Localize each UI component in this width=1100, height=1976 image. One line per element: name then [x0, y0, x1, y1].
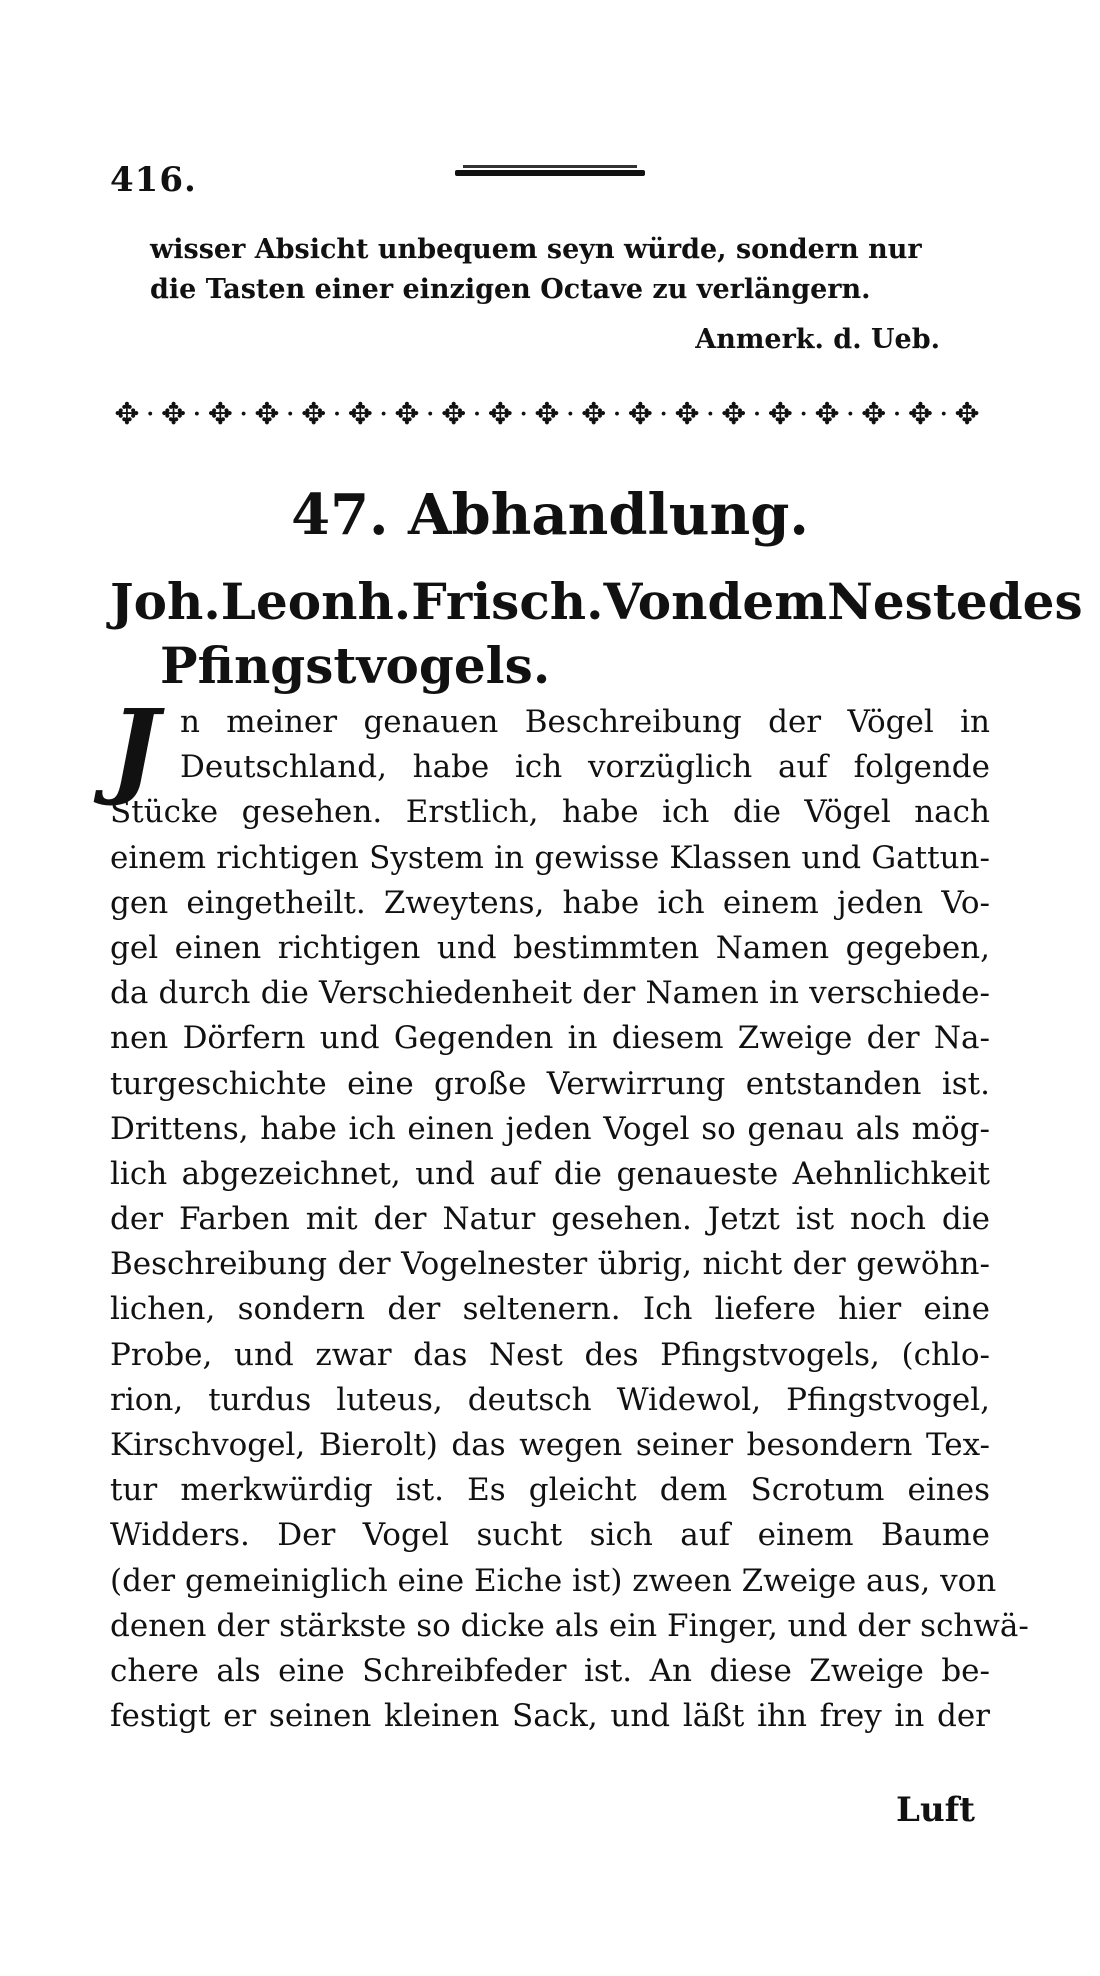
- text-line: der Farben mit der Natur gesehen. Jetzt ist noch die: [110, 1201, 990, 1238]
- title-word: Neste: [827, 572, 988, 631]
- text-line: n meiner genauen Beschreibung der Vögel in: [180, 704, 990, 740]
- text-line: Probe, und zwar das Nest des Pfingstvogels, (chlo-: [110, 1336, 990, 1373]
- text-line: lich abgezeichnet, und auf die genaueste Aehnlichkeit: [110, 1155, 990, 1192]
- text-line: gel einen richtigen und bestimmten Namen gegeben,: [110, 929, 990, 966]
- text-line: turgeschichte eine große Verwirrung entstanden ist.: [110, 1065, 990, 1102]
- text-line: einem richtigen System in gewisse Klassen und Gattun-: [110, 839, 990, 876]
- footnote: [150, 230, 1000, 360]
- title-word: Von: [603, 572, 708, 631]
- footnote-line: die Tasten einer einzigen Octave zu verlängern.: [150, 274, 871, 305]
- text-line: Kirschvogel, Bierolt) das wegen seiner besondern Tex-: [110, 1427, 990, 1463]
- title-line-1: [110, 570, 1083, 634]
- text-line: nen Dörfern und Gegenden in diesem Zweige der Na-: [110, 1020, 990, 1057]
- title-word: Leonh.: [220, 572, 412, 631]
- text-line: Stücke gesehen. Erstlich, habe ich die Vögel nach: [110, 794, 990, 831]
- text-line: rion, turdus luteus, deutsch Widewol, Pfingstvogel,: [110, 1381, 990, 1418]
- text-line: festigt er seinen kleinen Sack, und läßt ihn frey in der: [110, 1698, 990, 1735]
- title-word: des: [987, 572, 1083, 631]
- text-line: tur merkwürdig ist. Es gleicht dem Scrotum eines: [110, 1472, 990, 1509]
- footnote-line: wisser Absicht unbequem seyn würde, sondern nur: [150, 234, 922, 265]
- text-line: Drittens, habe ich einen jeden Vogel so genau als mög-: [110, 1110, 990, 1147]
- text-line: gen eingetheilt. Zweytens, habe ich einem jeden Vo-: [110, 884, 990, 921]
- footnote-signature: Anmerk. d. Ueb.: [695, 324, 940, 355]
- text-line: chere als eine Schreibfeder ist. An diese Zweige be-: [110, 1652, 990, 1689]
- title-word: dem: [707, 572, 828, 631]
- text-line: lichen, sondern der seltenern. Ich liefere hier eine: [110, 1291, 990, 1328]
- ornament-divider: ✥·✥·✥·✥·✥·✥·✥·✥·✥·✥·✥·✥·✥·✥·✥·✥·✥·✥·✥: [114, 397, 986, 432]
- text-line: Beschreibung der Vogelnester übrig, nicht der gewöhn-: [110, 1246, 990, 1283]
- text-line: denen der stärkste so dicke als ein Finger, und der schwä-: [110, 1607, 1029, 1644]
- title-line-2: Pfingstvogels.: [160, 636, 551, 695]
- header-rule: [455, 170, 645, 176]
- text-line: da durch die Verschiedenheit der Namen in verschiede-: [110, 975, 990, 1012]
- chapter-heading: 47. Abhandlung.: [291, 482, 809, 548]
- body-text: [110, 686, 1029, 1739]
- drop-cap: J: [110, 686, 160, 809]
- title-word: Frisch.: [411, 572, 604, 631]
- text-line: Widders. Der Vogel sucht sich auf einem Baume: [110, 1517, 990, 1554]
- page-number: 416.: [110, 160, 197, 200]
- article-title: [110, 570, 1083, 698]
- text-line: Deutschland, habe ich vorzüglich auf folgende: [180, 749, 990, 786]
- text-line: (der gemeiniglich eine Eiche ist) zween Zweige aus, von: [110, 1562, 997, 1599]
- title-word: Joh.: [110, 572, 221, 631]
- catchword: Luft: [896, 1790, 975, 1830]
